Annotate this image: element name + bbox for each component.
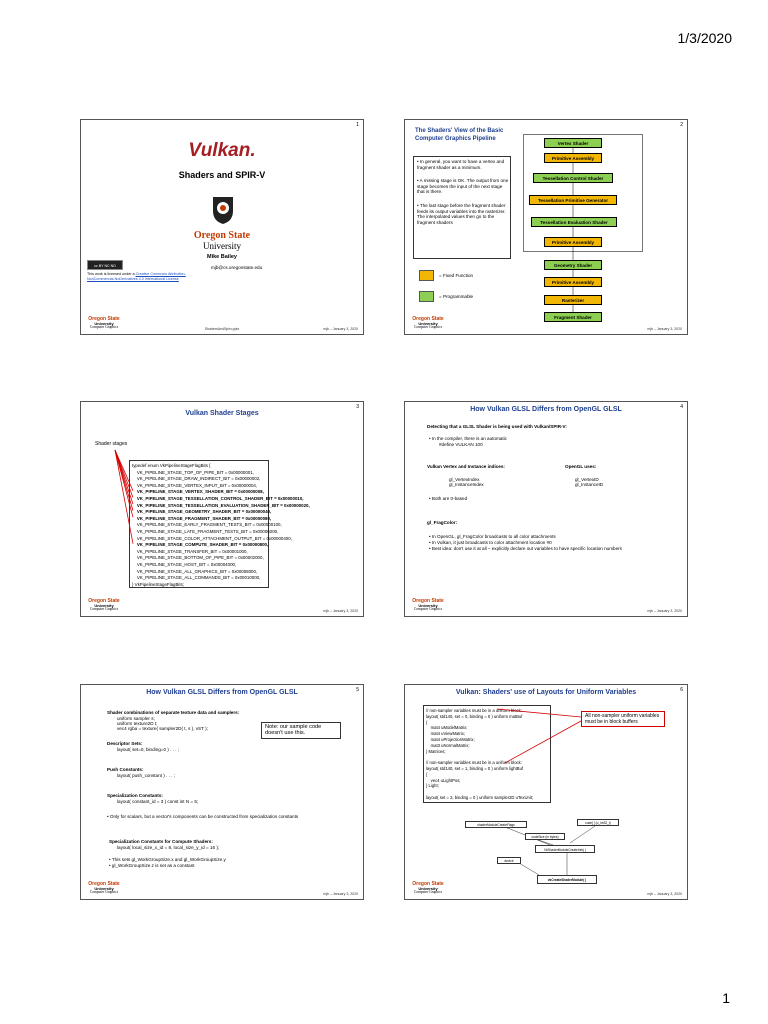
code-line: VK_PIPELINE_STAGE_BOTTOM_OF_PIPE_BIT = 0x00002000,: [132, 555, 264, 561]
footer-logo: Oregon State University Computer Graphics: [412, 881, 444, 895]
slide-4[interactable]: [404, 401, 688, 617]
diagram-code: code[ ] (u_int32_t): [577, 819, 619, 826]
slide-number: 3: [356, 404, 359, 410]
osu-name: Oregon State: [193, 230, 251, 241]
code-line: mat4 uModelMatrix;: [426, 725, 468, 731]
diagram-device: device: [497, 857, 521, 864]
slide-6[interactable]: [404, 684, 688, 900]
footer-logo: Oregon State University Computer Graphics: [412, 316, 444, 330]
slide-title: Vulkan Shader Stages: [185, 410, 259, 417]
diagram-create-module: vkCreateShaderModule( ): [537, 875, 597, 884]
footer-author: mjb – January 3, 2020: [323, 892, 358, 896]
slide-1[interactable]: [80, 119, 364, 335]
stage-tess-primitive-generator: Tessellation Primitive Generator: [529, 195, 617, 205]
diagram-codesize: codeSize (in bytes): [525, 833, 565, 840]
license-text: This work is licensed under a Creative Commons Attribution-NonCommercial-NoDerivatives 4.0 International License: [87, 272, 186, 281]
slide-number: 6: [680, 687, 683, 693]
stage-arrow: [115, 450, 133, 517]
opengl-instance-id: gl_InstanceID: [575, 482, 604, 487]
bullet-2: • A missing stage is OK. The output from one stage becomes the input of the next stage that is there.: [417, 178, 509, 195]
stage-geometry-shader: Geometry Shader: [544, 260, 602, 270]
combos-heading: Shader combinations of separate texture data and samplers:: [107, 710, 240, 715]
code-line: VK_PIPELINE_STAGE_TESSELLATION_CONTROL_SHADER_BIT = 0x00000010,: [132, 496, 304, 501]
stage-rasterizer: Rasterizer: [544, 295, 602, 305]
footer-author: mjb – January 3, 2020: [647, 609, 682, 613]
footer-author: mjb – January 3, 2020: [647, 327, 682, 331]
code-line: // non-sampler variables must be in a uniform block:: [426, 708, 522, 713]
detect-bullet: • In the compiler, there is an automatic: [429, 436, 507, 441]
vulkan-logo: [81, 140, 363, 162]
descriptor-sets-heading: Descriptor Sets:: [107, 741, 143, 746]
stage-tess-evaluation: Tessellation Evaluation Shader: [531, 217, 617, 227]
license-link[interactable]: Creative Commons Attribution-NonCommercial-NoDerivatives 4.0 International License: [87, 272, 186, 281]
detect-code: #define VULKAN 100: [439, 442, 483, 447]
author-name: Mike Bailey: [207, 254, 237, 260]
code-line: {: [426, 771, 428, 777]
footer-filename: ShadersAndSpirv.pptx: [204, 327, 240, 331]
opengl-vertex-id: gl_VertexID: [575, 477, 599, 482]
note-arrows: [405, 685, 688, 900]
legend-prog-swatch: [419, 291, 434, 302]
block-buffer-note: All non-sampler uniform variables must be in block buffers: [581, 711, 665, 727]
code-line: {: [426, 719, 428, 725]
cc-badge-text: cc BY NC ND: [94, 264, 116, 268]
frag-color-heading: gl_FragColor:: [427, 520, 458, 525]
cc-badge-icon: [87, 260, 123, 270]
slide-title: How Vulkan GLSL Differs from OpenGL GLSL: [146, 689, 298, 696]
code-line: } Matrices;: [426, 748, 446, 754]
bullet-3: • The last stage before the fragment shader feeds its output variables into the rasterizer. The interpolated values then go to the fragment shaders: [417, 203, 506, 225]
opengl-uses-heading: OpenGL uses:: [565, 464, 597, 469]
frag-bullet-2: • In Vulkan, it just broadcasts to color attachment location #0: [429, 540, 552, 545]
code-line: } VkPipelineStageFlagBits;: [132, 581, 184, 587]
slide-3[interactable]: [80, 401, 364, 617]
stage-primitive-assembly-2: Primitive Assembly: [544, 237, 602, 247]
diagram-createinfo: VkShaderModuleCreateInfo( ): [535, 845, 595, 853]
code-line: mat3 uNormalMatrix;: [426, 742, 470, 748]
descriptor-sets-code: layout( set=0, binding=0 ) . . . ;: [117, 747, 180, 752]
stage-fragment-shader: Fragment Shader: [544, 312, 602, 322]
push-constants-heading: Push Constants:: [107, 767, 144, 772]
code-line: } Light;: [426, 783, 439, 789]
code-line: vec4 uLightPos;: [426, 777, 461, 783]
spec-constants-heading: Specialization Constants:: [107, 793, 163, 798]
frag-bullet-3: • Best idea: don't use it at all – explicitly declare out variables to have specific location numbers: [429, 546, 622, 551]
code-line: VK_PIPELINE_STAGE_COLOR_ATTACHMENT_OUTPUT_BIT = 0x00000400,: [132, 535, 292, 541]
sample-code-note: Note: our sample code doesn't use this.: [261, 722, 341, 739]
slide-number: 4: [680, 404, 683, 410]
code-line: mat4 uViewMatrix;: [426, 731, 466, 737]
pipeline-arrows: [405, 120, 688, 335]
compute-bullet-1: • This sets gl_WorkGroupSize.x and gl_WorkGroupSize.y: [109, 857, 226, 862]
compute-bullet-2: • gl_WorkGroupSize.z is set as a constant: [109, 863, 195, 868]
footer-logo: Oregon State University Computer Graphics: [88, 881, 120, 895]
code-line: layout( set = 2, binding = 0 ) uniform sampler2D uTexUnit;: [426, 795, 534, 800]
code-line: VK_PIPELINE_STAGE_ALL_GRAPHICS_BIT = 0x00008000,: [132, 568, 258, 574]
legend-prog-label: = Programmable: [439, 294, 474, 299]
slide-title: How Vulkan GLSL Differs from OpenGL GLSL: [470, 406, 622, 413]
vulkan-logo-text: Vulkan.: [188, 140, 256, 161]
stage-primitive-assembly-3: Primitive Assembly: [544, 277, 602, 287]
spec-constants-bullet: • Only for scalars, but a vector's components can be constructed from specialization constants: [107, 814, 299, 819]
code-line: VK_PIPELINE_STAGE_VERTEX_SHADER_BIT = 0x00000008,: [132, 489, 264, 495]
combos-code-1: uniform sampler s;: [117, 716, 155, 721]
osu-university: University: [203, 241, 241, 251]
code-line: VK_PIPELINE_STAGE_ALL_COMMANDS_BIT = 0x00010000,: [132, 575, 261, 581]
combos-code-3: vec4 rgba = texture( sampler2D( t, s ), vST );: [117, 726, 208, 731]
code-line: typedef enum VkPipelineStageFlagBits {: [132, 463, 211, 468]
combos-code-2: uniform texture2D t;: [117, 721, 158, 726]
slide-number: 2: [680, 122, 683, 128]
zero-based-bullet: • Both are 0-based: [429, 496, 468, 501]
code-line: VK_PIPELINE_STAGE_GEOMETRY_SHADER_BIT = 0x00000040,: [132, 509, 272, 515]
bullet-1: • In general, you want to have a vertex and fragment shader as a minimum.: [417, 159, 505, 170]
slide-title: The Shaders' View of the Basic Computer Graphics Pipeline: [415, 128, 504, 142]
slide-number: 1: [356, 122, 359, 128]
push-constants-code: layout( push_constant ) . . . ;: [117, 773, 175, 778]
footer-author: mjb – January 3, 2020: [323, 327, 358, 331]
code-line: VK_PIPELINE_STAGE_VERTEX_INPUT_BIT = 0x00000004,: [132, 482, 258, 488]
code-line: VK_PIPELINE_STAGE_COMPUTE_SHADER_BIT = 0x00000800,: [132, 542, 269, 548]
vulkan-instance-index: gl_InstanceIndex: [449, 482, 484, 487]
slide-title: Vulkan: Shaders' use of Layouts for Uniform Variables: [455, 689, 637, 696]
legend-fixed-label: = Fixed Function: [439, 273, 474, 278]
code-line: VK_PIPELINE_STAGE_TESSELLATION_EVALUATION_SHADER_BIT = 0x00000020,: [132, 502, 310, 508]
footer-logo: Oregon State University Computer Graphics: [412, 598, 444, 612]
osu-seal-icon: [211, 195, 235, 225]
code-line: VK_PIPELINE_STAGE_DRAW_INDIRECT_BIT = 0x00000002,: [132, 476, 261, 482]
code-line: VK_PIPELINE_STAGE_TOP_OF_PIPE_BIT = 0x00000001,: [132, 469, 254, 475]
code-line: VK_PIPELINE_STAGE_TRANSFER_BIT = 0x00001000,: [132, 548, 248, 554]
footer-logo: Oregon State University Computer Graphics: [88, 316, 120, 330]
legend-fixed-swatch: [419, 270, 434, 281]
slide-5[interactable]: [80, 684, 364, 900]
diagram-flags: shaderModuleCreateFlags: [465, 821, 527, 828]
author-email[interactable]: mjb@cs.oregonstate.edu: [211, 265, 263, 270]
page-number: 1: [722, 990, 730, 1006]
frag-bullet-1: • In OpenGL, gl_FragColor broadcasts to all color attachments: [429, 534, 556, 539]
vulkan-indices-heading: Vulkan Vertex and Instance indices:: [427, 464, 505, 469]
stage-tess-control: Tessellation Control Shader: [533, 173, 613, 183]
stage-primitive-assembly-1: Primitive Assembly: [544, 153, 602, 163]
slide-title: Shaders and SPIR-V: [178, 170, 266, 180]
stage-arrows: [81, 402, 364, 617]
code-line: VK_PIPELINE_STAGE_EARLY_FRAGMENT_TESTS_BIT = 0x00000100,: [132, 522, 282, 528]
slide-number: 5: [356, 687, 359, 693]
code-line: VK_PIPELINE_STAGE_FRAGMENT_SHADER_BIT = 0x00000080,: [132, 515, 272, 521]
compute-spec-heading: Specialization Constants for Compute Shaders:: [109, 839, 213, 844]
spec-constants-code: layout( constant_id = 3 ) const int N = 5;: [117, 799, 199, 804]
code-line: layout( std140, set = 1, binding = 0 ) uniform lightBuf: [426, 766, 524, 771]
vulkan-vertex-index: gl_VertexIndex: [449, 477, 480, 482]
code-line: mat4 uProjectionMatrix;: [426, 737, 475, 742]
page-date: 1/3/2020: [677, 30, 732, 46]
detect-heading: Detecting that a GLSL Shader is being used with Vulkan/SPIR-V:: [427, 424, 567, 429]
footer-author: mjb – January 3, 2020: [647, 892, 682, 896]
code-line: // non-sampler variables must be in a uniform block:: [426, 760, 522, 766]
footer-author: mjb – January 3, 2020: [323, 609, 358, 613]
shader-stages-label: Shader stages: [95, 441, 128, 447]
code-line: layout( std140, set = 0, binding = 0 ) uniform matBuf: [426, 713, 523, 719]
footer-logo: Oregon State University Computer Graphics: [88, 598, 120, 612]
compute-spec-code: layout( local_size_x_id = 8, local_size_y_id = 16 );: [117, 845, 220, 850]
code-line: VK_PIPELINE_STAGE_LATE_FRAGMENT_TESTS_BIT = 0x00000200,: [132, 529, 279, 534]
slide-2[interactable]: [404, 119, 688, 335]
code-line: VK_PIPELINE_STAGE_HOST_BIT = 0x00004000,: [132, 562, 237, 567]
stage-vertex-shader: Vertex Shader: [544, 138, 602, 148]
